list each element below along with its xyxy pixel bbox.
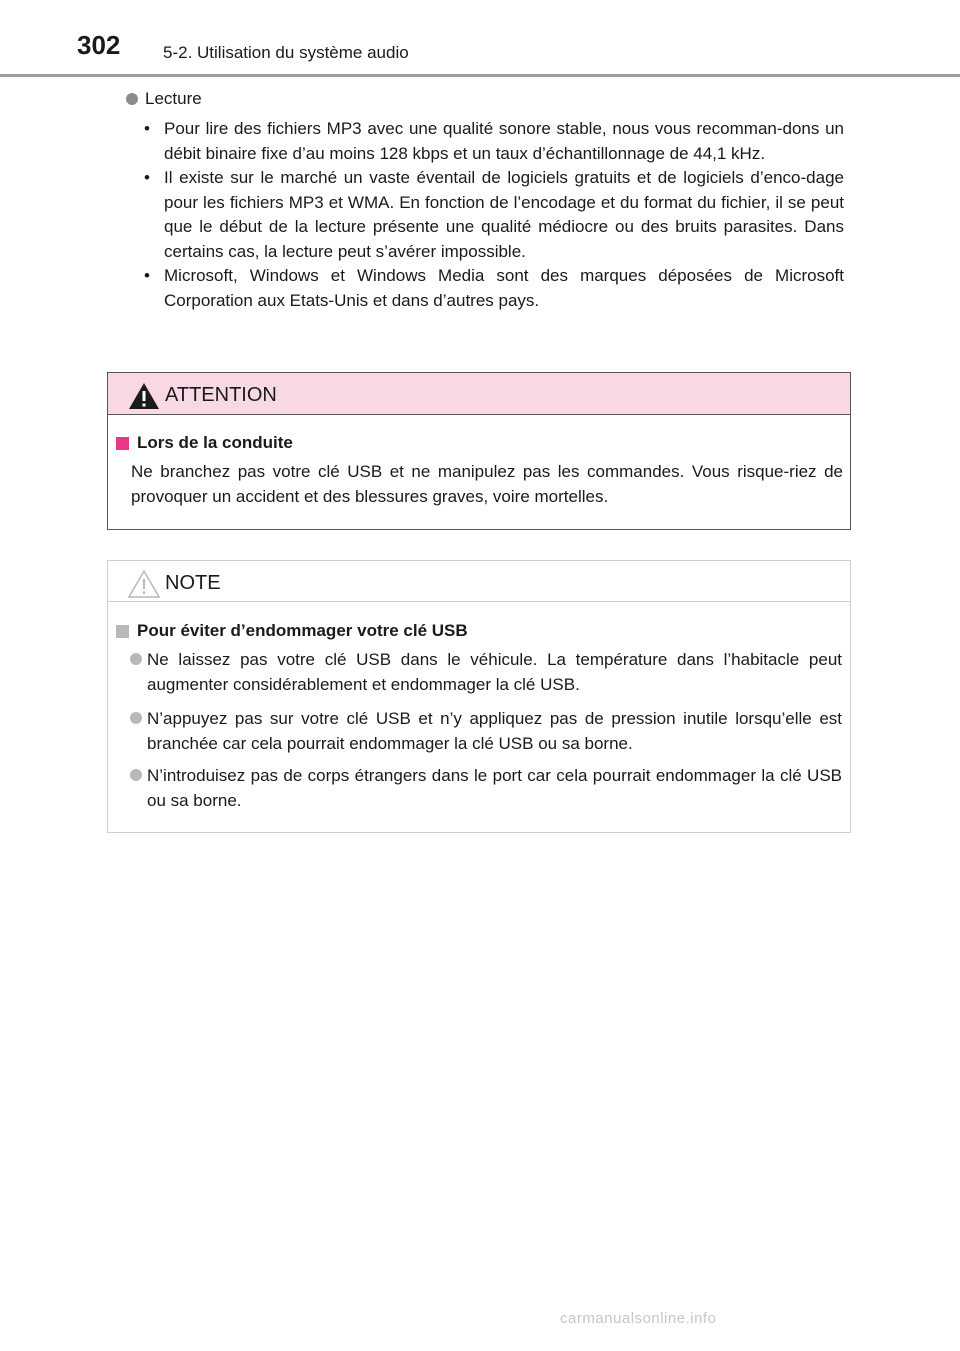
section-title: 5-2. Utilisation du système audio <box>163 43 409 62</box>
lecture-bullet-list <box>144 117 844 313</box>
lecture-heading <box>126 89 202 109</box>
list-item-text: Ne laissez pas votre clé USB dans le véhicule. La température dans l’habitacle peut augmenter considérablement et endommager la clé USB. <box>147 650 842 694</box>
note-title: NOTE <box>165 572 221 594</box>
bullet-icon: • <box>144 266 150 285</box>
list-item-text: Il existe sur le marché un vaste éventail de logiciels gratuits et de logiciels d’enco-dage pour les fichiers MP3 et WMA. En fonction de l’encodage et du format du fichier, il se peut que le début de la lecture présente une qualité médiocre ou des bruits parasites. Dans certains cas, la lecture peut s’avérer impossible. <box>164 168 844 261</box>
note-heading-text: Pour éviter d’endommager votre clé USB <box>137 621 468 640</box>
watermark: carmanualsonline.info <box>560 1310 717 1327</box>
bullet-dot-icon <box>130 653 142 665</box>
list-item-text: Microsoft, Windows et Windows Media sont des marques déposées de Microsoft Corporation aux Etats-Unis et dans d’autres pays. <box>164 266 844 310</box>
list-item <box>130 647 842 697</box>
page-number: 302 <box>77 30 121 60</box>
attention-box <box>107 372 851 530</box>
attention-title-bar <box>108 373 850 415</box>
bullet-dot-icon <box>126 93 138 105</box>
list-item <box>144 166 844 264</box>
bullet-icon: • <box>144 119 150 138</box>
note-title-bar <box>108 561 850 602</box>
attention-text: Ne branchez pas votre clé USB et ne manipulez pas les commandes. Vous risque-riez de provoquer un accident et des blessures graves, voire mortelles. <box>131 462 843 506</box>
list-item <box>144 117 844 166</box>
square-bullet-icon <box>116 625 129 638</box>
list-item-text: N’appuyez pas sur votre clé USB et n’y appliquez pas de pression inutile lorsqu’elle est branchée car cela pourrait endommager la clé USB ou sa borne. <box>147 709 842 753</box>
warning-triangle-icon <box>127 381 161 411</box>
bullet-dot-icon <box>130 712 142 724</box>
list-item <box>130 706 842 756</box>
page-header <box>0 0 960 80</box>
attention-heading <box>116 433 293 453</box>
lecture-label: Lecture <box>145 89 202 108</box>
attention-title: ATTENTION <box>165 384 277 406</box>
list-item <box>144 264 844 313</box>
list-item-text: N’introduisez pas de corps étrangers dans le port car cela pourrait endommager la clé USB ou sa borne. <box>147 766 842 810</box>
square-bullet-icon <box>116 437 129 450</box>
note-box <box>107 560 851 833</box>
note-heading <box>116 621 468 641</box>
header-divider <box>0 74 960 77</box>
list-item-text: Pour lire des fichiers MP3 avec une qualité sonore stable, nous vous recomman-dons un débit binaire fixe d’au moins 128 kbps et un taux d’échantillonnage de 44,1 kHz. <box>164 119 844 163</box>
bullet-dot-icon <box>130 769 142 781</box>
attention-heading-text: Lors de la conduite <box>137 433 293 452</box>
bullet-icon: • <box>144 168 150 187</box>
list-item <box>130 763 842 813</box>
caution-triangle-icon <box>127 569 161 599</box>
